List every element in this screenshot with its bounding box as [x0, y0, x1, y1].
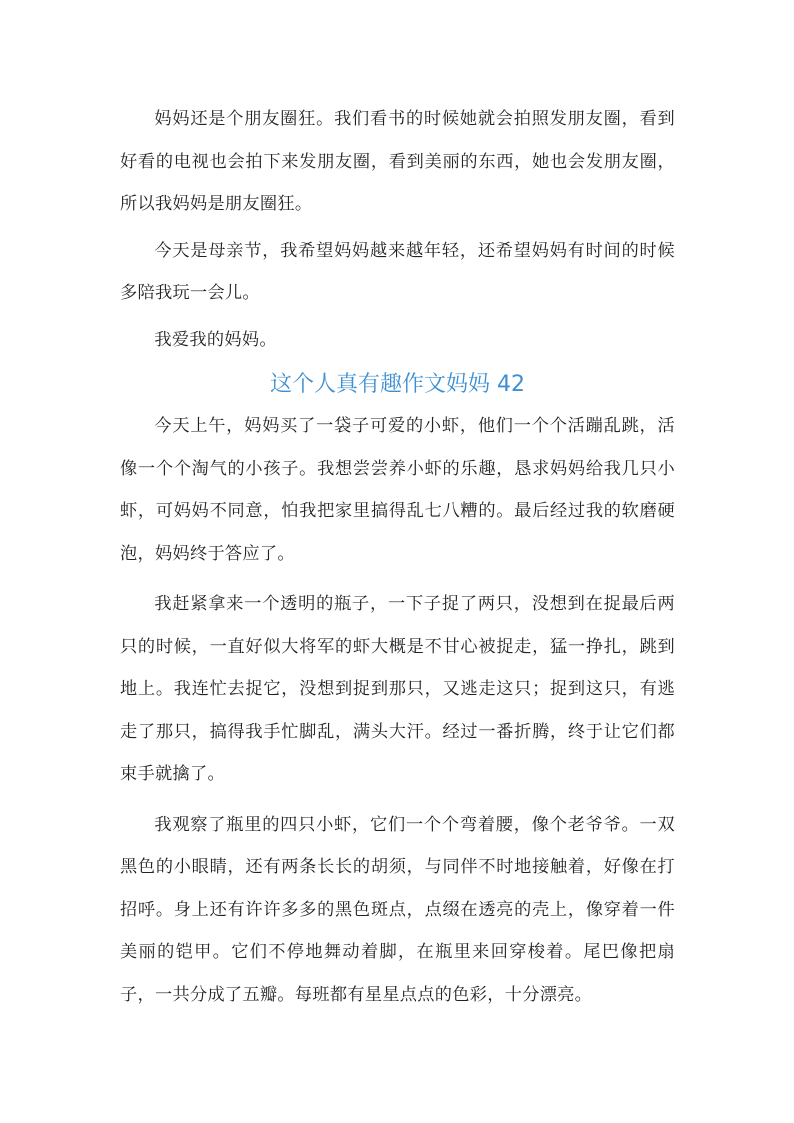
document-page — [120, 98, 675, 1020]
paragraph-buying-shrimp: 今天上午，妈妈买了一袋子可爱的小虾，他们一个个活蹦乱跳，活像一个个淘气的小孩子。我想尝尝养小虾的乐趣，恳求妈妈给我几只小虾，可妈妈不同意，怕我把家里搞得乱七八糟的。最后经过我的软磨硬泡，妈妈终于答应了。 — [120, 416, 675, 564]
paragraph-love-mom: 我爱我的妈妈。 — [154, 329, 277, 350]
section-heading: 这个人真有趣作文妈妈 42 — [270, 372, 525, 397]
paragraph-mothers-day-wish: 今天是母亲节，我希望妈妈越来越年轻，还希望妈妈有时间的时候多陪我玩一会儿。 — [120, 240, 675, 303]
paragraph-moments-addict: 妈妈还是个朋友圈狂。我们看书的时候她就会拍照发朋友圈，看到好看的电视也会拍下来发朋友圈，看到美丽的东西，她也会发朋友圈，所以我妈妈是朋友圈狂。 — [120, 109, 675, 214]
paragraph-observing-shrimp: 我观察了瓶里的四只小虾，它们一个个弯着腰，像个老爷爷。一双黑色的小眼睛，还有两条长长的胡须，与同伴不时地接触着，好像在打招呼。身上还有许许多多的黑色斑点，点缀在透亮的壳上，像穿着一件美丽的铠甲。它们不停地舞动着脚，在瓶里来回穿梭着。尾巴像把扇子，一共分成了五瓣。每班都有星星点点的色彩，十分漂亮。 — [120, 814, 675, 1005]
paragraph-catching-shrimp: 我赶紧拿来一个透明的瓶子，一下子捉了两只，没想到在捉最后两只的时候，一直好似大将军的虾大概是不甘心被捉走，猛一挣扎，跳到地上。我连忙去捉它，没想到捉到那只，又逃走这只；捉到这只，有逃走了那只，搞得我手忙脚乱，满头大汗。经过一番折腾，终于让它们都束手就擒了。 — [120, 594, 675, 784]
